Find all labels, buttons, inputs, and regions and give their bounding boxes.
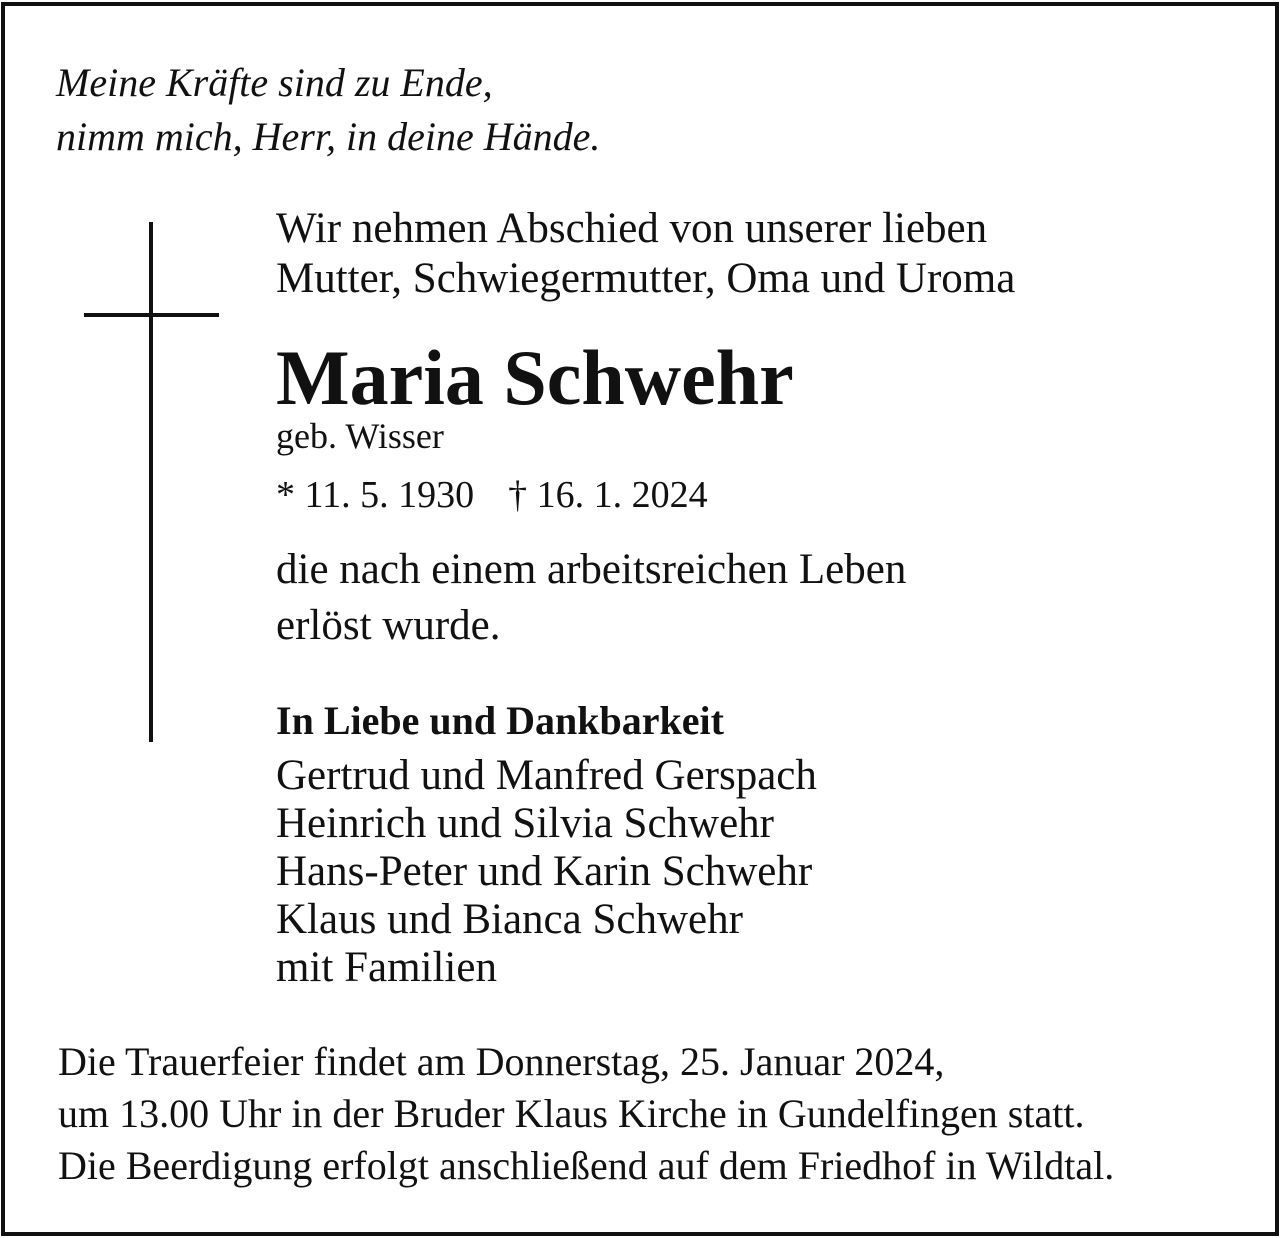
intro-line-2: Mutter, Schwiegermutter, Oma und Uroma bbox=[276, 255, 1016, 302]
intro-text bbox=[276, 204, 1015, 304]
mourner-entry: Heinrich und Silvia Schwehr bbox=[276, 800, 774, 847]
motto-line-2: nimm mich, Herr, in deine Hände. bbox=[56, 114, 601, 159]
deceased-name: Maria Schwehr bbox=[276, 334, 794, 421]
birth-date: * 11. 5. 1930 bbox=[276, 474, 475, 516]
released-text bbox=[276, 542, 906, 654]
cross-vertical-bar bbox=[149, 222, 153, 742]
cross-horizontal-bar bbox=[84, 313, 219, 317]
birth-name: geb. Wisser bbox=[276, 416, 444, 456]
service-line-3: Die Beerdigung erfolgt anschließend auf dem Friedhof in Wildtal. bbox=[58, 1143, 1115, 1188]
mourners-list bbox=[276, 752, 817, 992]
released-line-2: erlöst wurde. bbox=[276, 602, 501, 649]
mourner-entry: Hans-Peter und Karin Schwehr bbox=[276, 848, 813, 895]
life-dates bbox=[276, 472, 708, 518]
mourner-entry: Klaus und Bianca Schwehr bbox=[276, 896, 743, 943]
mourner-entry: Gertrud und Manfred Gerspach bbox=[276, 752, 817, 799]
service-info bbox=[58, 1036, 1114, 1192]
released-line-1: die nach einem arbeitsreichen Leben bbox=[276, 546, 907, 593]
mourner-entry: mit Familien bbox=[276, 944, 497, 991]
intro-line-1: Wir nehmen Abschied von unserer lieben bbox=[276, 205, 988, 252]
service-line-1: Die Trauerfeier findet am Donnerstag, 25. Januar 2024, bbox=[58, 1039, 945, 1084]
death-date: † 16. 1. 2024 bbox=[508, 474, 708, 516]
service-line-2: um 13.00 Uhr in der Bruder Klaus Kirche in Gundelfingen statt. bbox=[58, 1091, 1085, 1136]
motto-verse bbox=[56, 56, 600, 164]
motto-line-1: Meine Kräfte sind zu Ende, bbox=[56, 60, 493, 105]
mourners-heading: In Liebe und Dankbarkeit bbox=[276, 698, 724, 743]
